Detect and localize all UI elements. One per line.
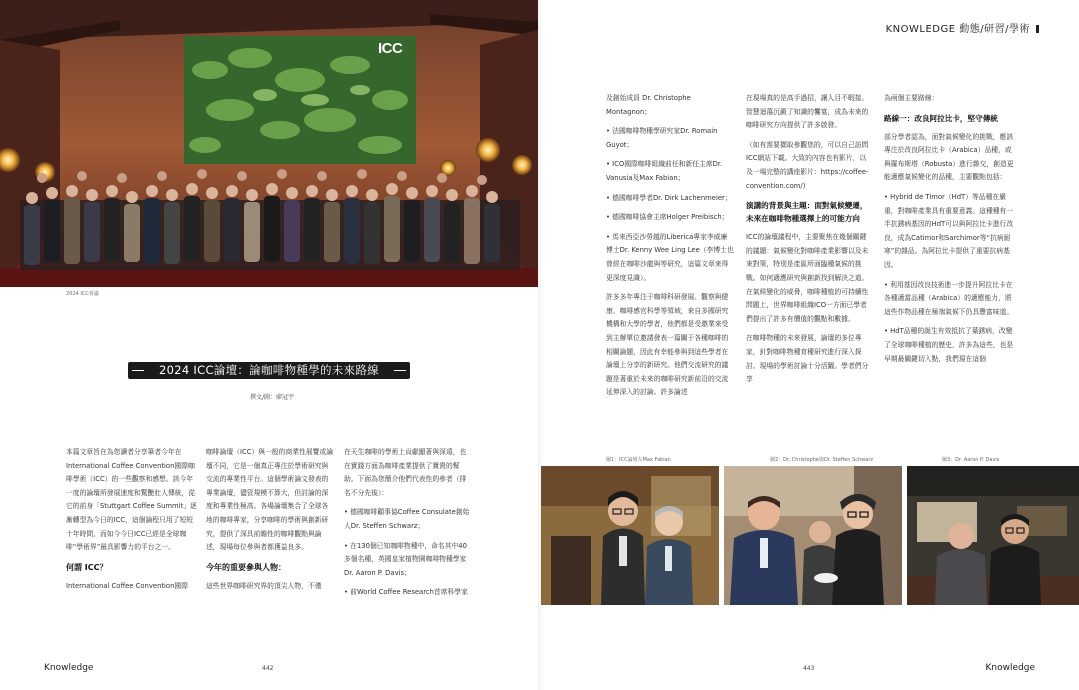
section-header: [886, 20, 1039, 35]
article-title: 2024 ICC論壇：論咖啡物種學的未來路線: [128, 362, 410, 379]
paragraph: 在天生咖啡的學術上貢獻顯著與深遠，也在實踐方面為咖啡產業提供了寶貴的幫助。下面為您簡介他們代表性的參者（排名不分先後）：: [344, 448, 467, 497]
bullet-item: • 德國咖啡顧事協Coffee Consulate創始人Dr. Steffen Schwarz；: [344, 508, 470, 530]
bullet-item: • 法國咖啡物種學研究家Dr. Romain Guyot；: [606, 127, 718, 149]
group-photo-caption: 2024 ICC會議: [66, 291, 99, 297]
photo-2-caption: 圖2：Dr. Christophe與Dr. Steffen Schwarz: [770, 457, 873, 463]
paragraph: International Coffee Convention國際: [66, 582, 188, 591]
group-photo: [0, 0, 538, 287]
left-col-2: [206, 446, 334, 600]
paragraph: （如有需要擷取參觀您的，可以自己訪問ICC網站下載。大致的內容也有影片，以及一場完整的講座影片：https://coffee-convention.com/): [746, 140, 869, 190]
bullet-item: • HdT品種的誕生有效抵抗了葉銹病，改變了全球咖啡種植的歷史，許多為這些，也是早期最關鍵切入點，我們現在這個: [884, 327, 1014, 363]
left-page-number: 442: [262, 665, 274, 672]
section-heading: 今年的重要參與人物：: [206, 562, 286, 572]
paragraph: 在咖啡物種的未來發展，論壇的多位專家，針對咖啡物種育種研究進行深入探討。現場的學術討論十分活躍。學者們分享: [746, 334, 869, 384]
right-footer-brand: Knowledge: [985, 663, 1035, 673]
screen-logo: ICC: [378, 40, 403, 57]
paragraph: 部分學者認為，面對氣候變化的挑戰，應該專注於改良阿拉比卡（Arabica）品種，或與羅布斯塔（Robusta）進行雜交，創造更能適應氣候變化的品種，主要觀點包括：: [884, 132, 1014, 182]
paragraph: 及創始成員 Dr. Christophe Montagnon；: [606, 94, 691, 116]
section-heading: 演講的背景與主題：面對氣候變遷，未來在咖啡物種選擇上的可能方向: [746, 201, 868, 224]
paragraph: 為兩個主要路線：: [884, 94, 939, 102]
bullet-item: • 馬來西亞沙勞越的Liberica專家李威廉博士Dr. Kenny Wee Ling Lee（李博士也曾經在咖啡沙龍與等研究，這篇文章來得更深度見識）。: [606, 232, 734, 282]
bullet-item: • ICO國際咖啡組織前任和新任主席Dr. Vanusia及Max Fabian；: [606, 160, 723, 182]
photo-1: [541, 466, 719, 605]
bullet-item: • 前World Coffee Research首席科學家: [344, 588, 468, 597]
paragraph: 許多多年專注于咖啡科研發展、觀察與健康、咖啡感官科學等領域，來自多國研究機構和大學的學者，他們都是受邀業來受到主辦單位邀請發表一篇關于各種咖啡的相關論題，因此有幸能參與到這些學者在論壇上分享的新研究。他們交流研究的議題是著重於未來的咖啡研究新前沿的交流延伸深入的討論。許多論述: [606, 293, 729, 397]
left-col-1: [66, 446, 198, 600]
section-header-label: KNOWLEDGE 動態/研習/學術: [885, 24, 1030, 35]
bullet-item: • 德國咖啡協會主席Holger Preibisch；: [606, 213, 729, 222]
section-heading: 何謂 ICC？: [66, 562, 108, 572]
bullet-item: • 德國咖啡學者Dr. Dirk Lachenmeier；: [606, 193, 732, 202]
right-col-2: [746, 92, 870, 393]
paragraph: 本篇文章旨在為您讀者分享筆者今年在International Coffee Convention國際咖啡學術（ICC）的一些觀察和感想。該今年一度的論壇所發展速度和驚艷壯人傳統，從它的前身「Stuttgart Coffee Summit」逐漸轉型為今日的ICC，這個論程只用了短短十年時間，而如今今日ICC已經是全球咖啡“學術界”最具影響力的平台之一。: [66, 448, 197, 552]
right-col-1: [606, 92, 734, 406]
bullet-item: • Hybrid de Timor（HdT）等品種在嚴重，對咖啡產業具有重要意義。這種種有一半抗銹病基因的HdT可以與阿拉比卡進行改良，成為Catimor和Sarchimor等“抗病耐寒”的雜品。為阿拉比卡提供了重要抗病基因。: [884, 192, 1014, 269]
photo-3-caption: 圖3：Dr. Aaron P. Davis: [942, 457, 1000, 463]
photo-1-caption: 圖1：ICC論壇左Max Fabian: [606, 457, 671, 463]
left-footer-brand: Knowledge: [44, 663, 94, 673]
paragraph: ICC的論壇議程中，主要聚焦在幾個關鍵的議題：氣候變化對咖啡產業影響以及未來對策，特別是產區所面臨種氣候的挑戰。如何適應研究與創新找到解決之道。在氣候變化的威脅，咖啡種植的可持續性問題上，世界咖啡組織ICO一方面已學者們提出了許多有價值的觀點和數據。: [746, 233, 869, 323]
bullet-item: • 利用基因改良技術進一步提升阿拉比卡在各種適當品種（Arabica）的適應能力，將這些作物品種在極端氣候下仍具豐富味道。: [884, 280, 1014, 316]
right-page-number: 443: [803, 665, 815, 672]
header-bar-icon: [1036, 25, 1039, 33]
bullet-item: • 在130個已知咖啡物種中，命名其中40多個名種，英國皇家植物園咖啡物種學家Dr. Aaron P. Davis；: [344, 541, 467, 577]
right-col-3: [884, 92, 1014, 372]
section-heading: 路線一：改良阿拉比卡，堅守傳統: [884, 113, 998, 123]
photo-2: [724, 466, 902, 605]
byline: 撰文/圖：廖冠宇: [250, 394, 295, 401]
photo-3: [907, 466, 1079, 605]
paragraph: 這些世界咖啡研究界的頂尖人物，不僅: [206, 582, 322, 591]
left-col-3: [344, 446, 472, 606]
paragraph: 在現場真的是高手過招，讓人目不暇接。智慧迴蕩沉澱了知識的饗宴，成為未來的咖啡研究方向提供了許多啟發。: [746, 94, 869, 130]
paragraph: 咖啡論壇（ICC）與一般的商業性展覽或論壇不同，它是一個真正專注於學術研究與交流的專業性平台。這個學術論文發表的專業論壇，儘管規模不算大，但討論的深度和專業性極高。各場論壇集合了全球各地的咖啡專家，分享咖啡的學術與創新研究，提供了深具前瞻性的咖啡觀點與論述，現場每位參與者都獲益良多。: [206, 448, 334, 552]
